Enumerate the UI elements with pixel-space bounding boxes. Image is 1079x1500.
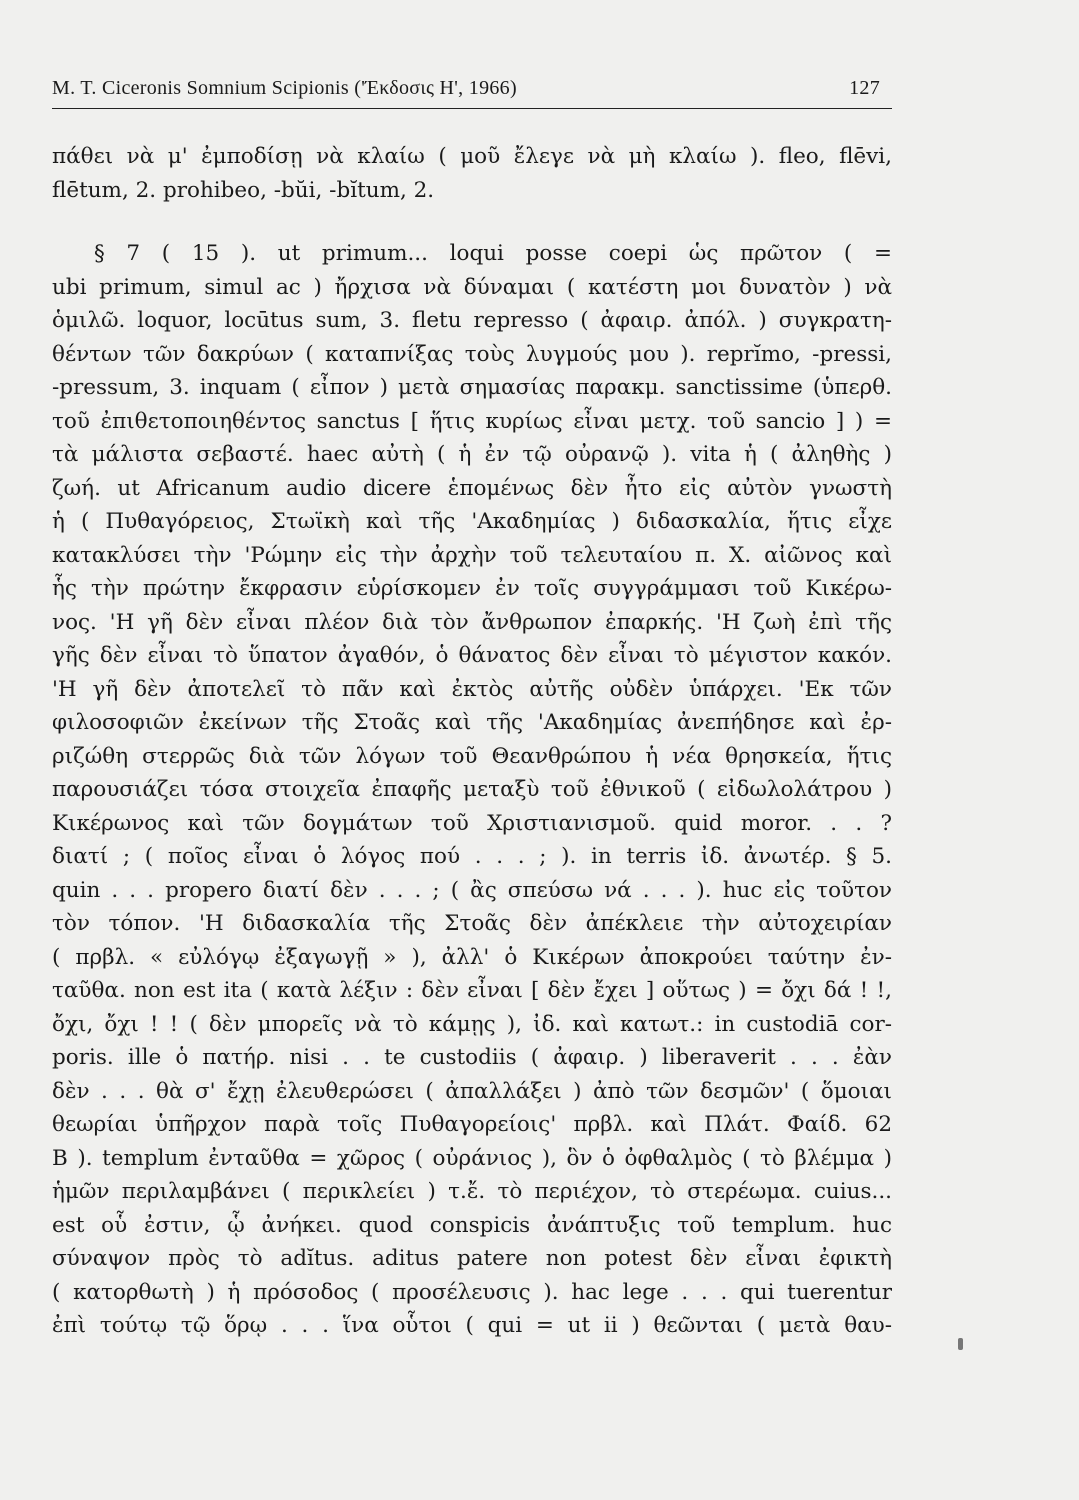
text-line — [52, 1343, 892, 1377]
text-line: flētum, 2. prohibeo, -bŭi, -bĭtum, 2. — [52, 177, 435, 203]
text-line: est οὗ ἐστιν, ᾧ ἀνήκει. quod conspicis ἀνάπτυξις τοῦ templum. huc — [52, 1212, 892, 1238]
text-line: θέντων τῶν δακρύων ( καταπνίξας τοὺς λυγμούς μου ). reprĭmo, -pressi, — [52, 341, 892, 367]
text-line: τὸν τόπον. 'Η διδασκαλία τῆς Στοᾶς δὲν ἀπέκλειε τὴν αὐτοχειρίαν — [52, 911, 892, 936]
text-line: πάθει νὰ μ' ἐμποδίσῃ νὰ κλαίω ( μοῦ ἔλεγε νὰ μὴ κλαίω ). fleo, flēvi, — [52, 144, 892, 169]
header-title: M. T. Ciceronis Somnium Scipionis ('Έκδοσις Η', 1966) — [52, 77, 517, 99]
text-line: ριζώθη στερρῶς διὰ τῶν λόγων τοῦ Θεανθρώπου ἡ νέα θρησκεία, ἥτις — [52, 743, 892, 769]
running-header — [52, 74, 892, 109]
text-line: παρουσιάζει τόσα στοιχεῖα ἐπαφῆς μεταξὺ τοῦ ἐθνικοῦ ( εἰδωλολάτρου ) — [52, 777, 892, 802]
text-line: φιλοσοφιῶν ἐκείνων τῆς Στοᾶς καὶ τῆς 'Ακαδημίας ἀνεπήδησε καὶ ἐρ- — [52, 710, 892, 735]
text-line: quin . . . propero διατί δὲν . . . ; ( ἂς σπεύσω νά . . . ). huc εἰς τοῦτον — [52, 877, 892, 903]
text-line: ἐπὶ τούτῳ τῷ ὅρῳ . . . ἵνα οὗτοι ( qui = ut ii ) θεῶνται ( μετὰ θαυ- — [52, 1313, 892, 1338]
text-line: Κικέρωνος καὶ τῶν δογμάτων τοῦ Χριστιανισμοῦ. quid moror. . . ? — [52, 810, 892, 836]
text-line: ( πρβλ. « εὐλόγῳ ἐξαγωγῇ » ), ἀλλ' ὁ Κικέρων ἀποκρούει ταύτην ἐν- — [52, 944, 892, 970]
ink-speck — [958, 1338, 963, 1350]
text-line: θεωρίαι ὑπῆρχον παρὰ τοῖς Πυθαγορείοις' πρβλ. καὶ Πλάτ. Φαίδ. 62 — [52, 1112, 892, 1137]
text-line: ubi primum, simul ac ) ἤρχισα νὰ δύναμαι ( κατέστη μοι δυνατὸν ) νὰ — [52, 274, 892, 300]
commentary-body — [52, 140, 892, 1376]
text-line: ἧς τὴν πρώτην ἔκφρασιν εὑρίσκομεν ἐν τοῖς συγγράμμασι τοῦ Κικέρω- — [52, 576, 892, 601]
text-line: ( κατορθωτὴ ) ἡ πρόσοδος ( προσέλευσις ). hac lege . . . qui tuerentur — [52, 1279, 892, 1305]
text-line: ζωή. ut Africanum audio dicere ἑπομένως δὲν ἦτο εἰς αὐτὸν γνωστὴ — [52, 475, 892, 501]
paragraph-2 — [52, 237, 892, 1376]
text-line: poris. ille ὁ πατήρ. nisi . . te custodiis ( ἀφαιρ. ) liberaverit . . . ἐὰν — [52, 1045, 892, 1070]
text-line: νος. 'Η γῆ δὲν εἶναι πλέον διὰ τὸν ἄνθρωπον ἐπαρκής. 'Η ζωὴ ἐπὶ τῆς — [52, 609, 892, 635]
text-line: § 7 ( 15 ). ut primum... loqui posse coepi ὡς πρῶτον ( = — [94, 241, 892, 266]
text-line: τοῦ ἐπιθετοποιηθέντος sanctus [ ἥτις κυρίως εἶναι μετχ. τοῦ sancio ] ) = — [52, 408, 892, 434]
text-line: ἡμῶν περιλαμβάνει ( περικλείει ) τ.ἔ. τὸ περιέχον, τὸ στερέωμα. cuius... — [52, 1179, 892, 1204]
text-line: γῆς δὲν εἶναι τὸ ὕπατον ἀγαθόν, ὁ θάνατος δὲν εἶναι τὸ μέγιστον κακόν. — [52, 643, 892, 668]
text-line: κατακλύσει τὴν 'Ρώμην εἰς τὴν ἀρχὴν τοῦ τελευταίου π. Χ. αἰῶνος καὶ — [52, 542, 892, 568]
text-line: ὄχι, ὄχι ! ! ( δὲν μπορεῖς νὰ τὸ κάμῃς ), ἰδ. καὶ κατωτ.: in custodiā cor- — [52, 1011, 892, 1037]
text-line: ἡ ( Πυθαγόρειος, Στωϊκὴ καὶ τῆς 'Ακαδημίας ) διδασκαλία, ἥτις εἶχε — [52, 509, 892, 534]
text-line: ταῦθα. non est ita ( κατὰ λέξιν : δὲν εἶναι [ δὲν ἔχει ] οὕτως ) = ὄχι δά ! !, — [52, 978, 892, 1003]
paragraph-1 — [52, 140, 892, 207]
page-number: 127 — [849, 77, 880, 99]
text-line: σύναψον πρὸς τὸ adĭtus. aditus patere non potest δὲν εἶναι ἐφικτὴ — [52, 1246, 892, 1271]
text-line: 'Η γῆ δὲν ἀποτελεῖ τὸ πᾶν καὶ ἐκτὸς αὐτῆς οὐδὲν ὑπάρχει. 'Εκ τῶν — [52, 676, 892, 702]
text-line: δὲν . . . θὰ σ' ἔχῃ ἐλευθερώσει ( ἀπαλλάξει ) ἀπὸ τῶν δεσμῶν' ( ὅμοιαι — [52, 1078, 892, 1104]
text-line: ὁμιλῶ. loquor, locūtus sum, 3. fletu represso ( ἀφαιρ. ἀπόλ. ) συγκρατη- — [52, 308, 892, 333]
text-line: τὰ μάλιστα σεβαστέ. haec αὐτὴ ( ἡ ἐν τῷ οὐρανῷ ). vita ἡ ( ἀληθὴς ) — [52, 442, 892, 467]
text-line: B ). templum ἐνταῦθα = χῶρος ( οὐράνιος ), ὃν ὁ ὀφθαλμὸς ( τὸ βλέμμα ) — [52, 1145, 892, 1171]
text-line: -pressum, 3. inquam ( εἶπον ) μετὰ σημασίας παρακμ. sanctissime (ὑπερθ. — [52, 375, 892, 400]
text-line: διατί ; ( ποῖος εἶναι ὁ λόγος πού . . . ; ). in terris ἰδ. ἀνωτέρ. § 5. — [52, 844, 892, 869]
